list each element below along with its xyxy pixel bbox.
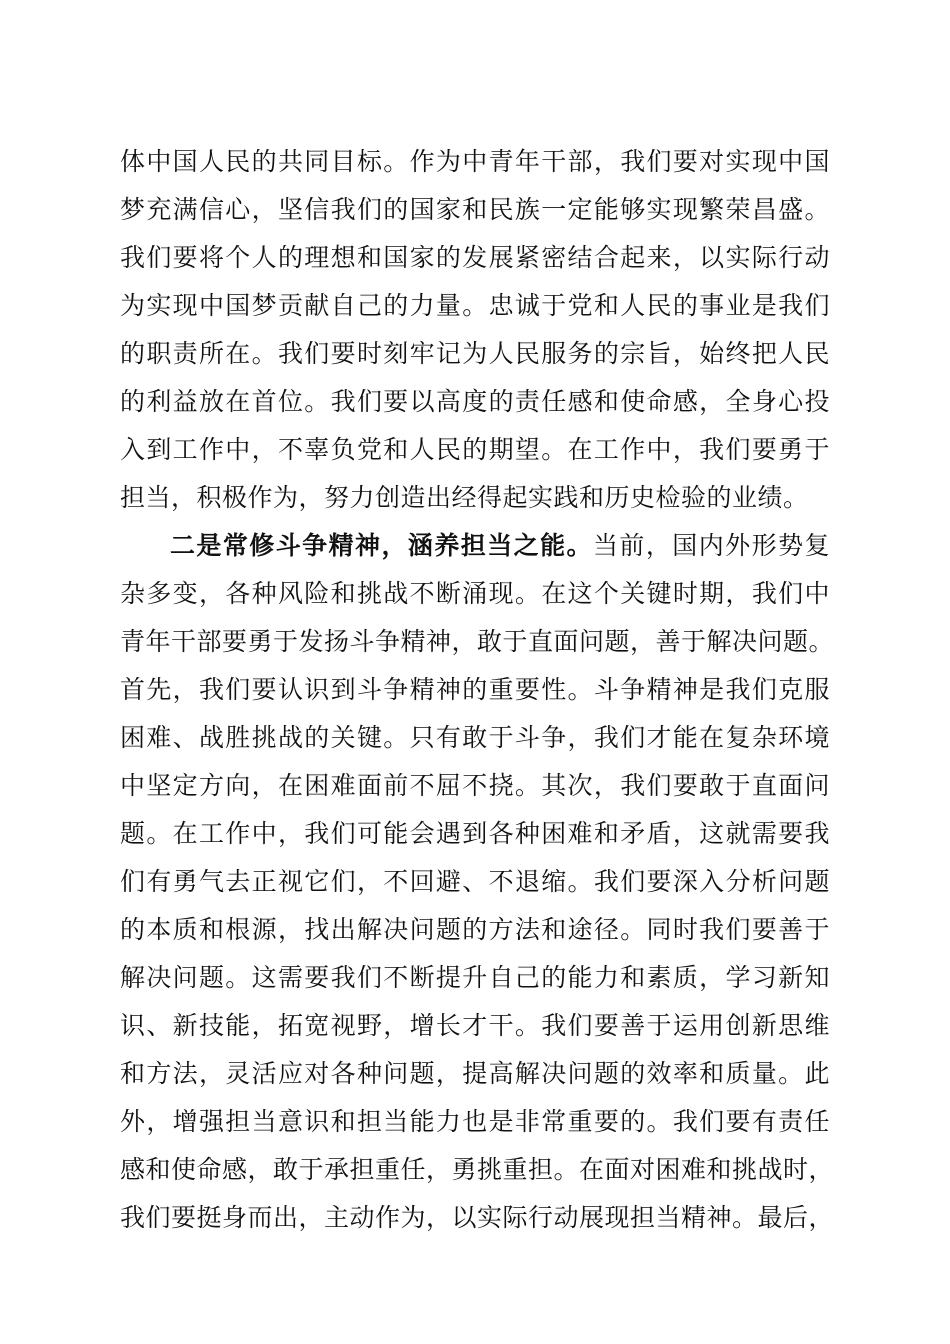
text-line: 杂多变，各种风险和挑战不断涌现。在这个关键时期，我们中 bbox=[120, 579, 830, 608]
text-line: 的职责所在。我们要时刻牢记为人民服务的宗旨，始终把人民 bbox=[120, 339, 830, 368]
text-line: 首先，我们要认识到斗争精神的重要性。斗争精神是我们克服 bbox=[120, 675, 830, 704]
text-line: 题。在工作中，我们可能会遇到各种困难和矛盾，这就需要我 bbox=[120, 819, 830, 848]
text-line: 中坚定方向，在困难面前不屈不挠。其次，我们要敢于直面问 bbox=[120, 771, 830, 800]
text-line: 青年干部要勇于发扬斗争精神，敢于直面问题，善于解决问题。 bbox=[120, 627, 835, 656]
text-run: 当前，国内外形势复 bbox=[592, 531, 830, 560]
text-line: 担当，积极作为，努力创造出经得起实践和历史检验的业绩。 bbox=[120, 483, 809, 512]
text-line: 梦充满信心，坚信我们的国家和民族一定能够实现繁荣昌盛。 bbox=[120, 195, 830, 224]
text-line: 为实现中国梦贡献自己的力量。忠诚于党和人民的事业是我们 bbox=[120, 291, 830, 320]
paragraph-1 bbox=[120, 138, 830, 522]
text-line: 体中国人民的共同目标。作为中青年干部，我们要对实现中国 bbox=[120, 147, 830, 176]
text-line: 解决问题。这需要我们不断提升自己的能力和素质，学习新知 bbox=[120, 963, 830, 992]
text-line: 困难、战胜挑战的关键。只有敢于斗争，我们才能在复杂环境 bbox=[120, 723, 830, 752]
text-line: 入到工作中，不辜负党和人民的期望。在工作中，我们要勇于 bbox=[120, 435, 830, 464]
text-line: 和方法，灵活应对各种问题，提高解决问题的效率和质量。此 bbox=[120, 1059, 830, 1088]
paragraph-first-line bbox=[120, 522, 830, 570]
section-heading: 二是常修斗争精神，涵养担当之能。 bbox=[170, 531, 593, 560]
text-line: 们有勇气去正视它们，不回避、不退缩。我们要深入分析问题 bbox=[120, 867, 830, 896]
paragraph-2 bbox=[120, 522, 835, 1242]
document-page bbox=[120, 138, 835, 1242]
text-line: 的利益放在首位。我们要以高度的责任感和使命感，全身心投 bbox=[120, 387, 830, 416]
text-line: 我们要将个人的理想和国家的发展紧密结合起来，以实际行动 bbox=[120, 243, 830, 272]
text-line: 我们要挺身而出，主动作为，以实际行动展现担当精神。最后， bbox=[120, 1203, 835, 1232]
text-line: 的本质和根源，找出解决问题的方法和途径。同时我们要善于 bbox=[120, 915, 830, 944]
text-line: 感和使命感，敢于承担重任，勇挑重担。在面对困难和挑战时， bbox=[120, 1155, 835, 1184]
text-line: 外，增强担当意识和担当能力也是非常重要的。我们要有责任 bbox=[120, 1107, 830, 1136]
text-line: 识、新技能，拓宽视野，增长才干。我们要善于运用创新思维 bbox=[120, 1011, 830, 1040]
